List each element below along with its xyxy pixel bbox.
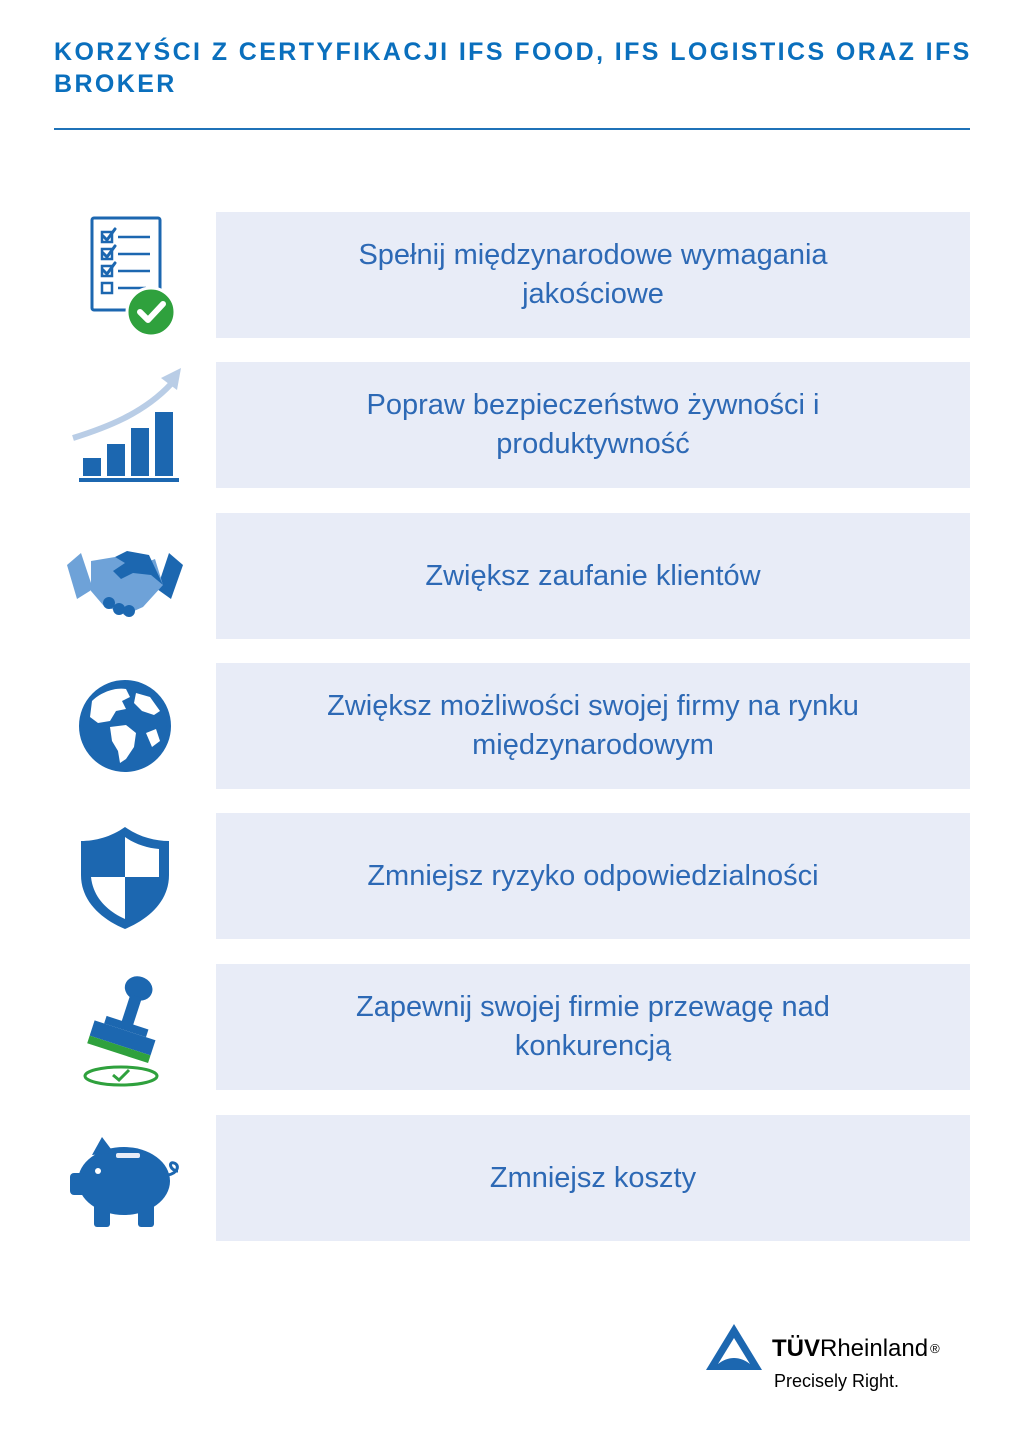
benefit-row (0, 212, 1024, 338)
brand-bold: TÜV (772, 1335, 820, 1362)
benefit-text: Zmniejsz ryzyko odpowiedzialności (367, 859, 819, 892)
stamp-icon (60, 964, 190, 1090)
benefit-box (216, 212, 970, 338)
handshake-icon (60, 513, 190, 639)
registered-mark: ® (930, 1341, 940, 1356)
benefit-text: Popraw bezpieczeństwo żywności i produktywność (366, 389, 820, 460)
brand-regular: Rheinland (820, 1335, 929, 1362)
piggy-bank-icon (60, 1115, 190, 1241)
benefit-box (216, 1115, 970, 1241)
brand-slogan: Precisely Right. (774, 1371, 900, 1391)
shield-icon (60, 813, 190, 939)
page-title: KORZYŚCI Z CERTYFIKACJI IFS FOOD, IFS LOGISTICS ORAZ IFS BROKER (54, 38, 972, 98)
brand-name (772, 1335, 940, 1363)
benefit-box (216, 813, 970, 939)
benefit-box (216, 513, 970, 639)
globe-icon (60, 663, 190, 789)
benefit-text: Zwiększ zaufanie klientów (425, 559, 761, 592)
benefit-row (0, 813, 1024, 939)
benefit-row (0, 513, 1024, 639)
growth-chart-icon (60, 362, 190, 488)
benefit-box (216, 964, 970, 1090)
checklist-icon (60, 212, 190, 338)
benefit-box (216, 663, 970, 789)
benefit-row (0, 964, 1024, 1090)
benefit-box (216, 362, 970, 488)
benefit-row (0, 362, 1024, 488)
benefit-row (0, 1115, 1024, 1241)
benefit-text: Zmniejsz koszty (489, 1161, 697, 1194)
benefit-row (0, 663, 1024, 789)
tuv-triangle-icon (704, 1322, 764, 1372)
benefit-text: Spełnij międzynarodowe wymagania jakościowe (358, 239, 828, 310)
title-divider (54, 128, 970, 130)
benefit-text: Zwiększ możliwości swojej firmy na rynku międzynarodowym (327, 690, 859, 761)
benefit-text: Zapewnij swojej firmie przewagę nad konkurencją (356, 991, 830, 1062)
